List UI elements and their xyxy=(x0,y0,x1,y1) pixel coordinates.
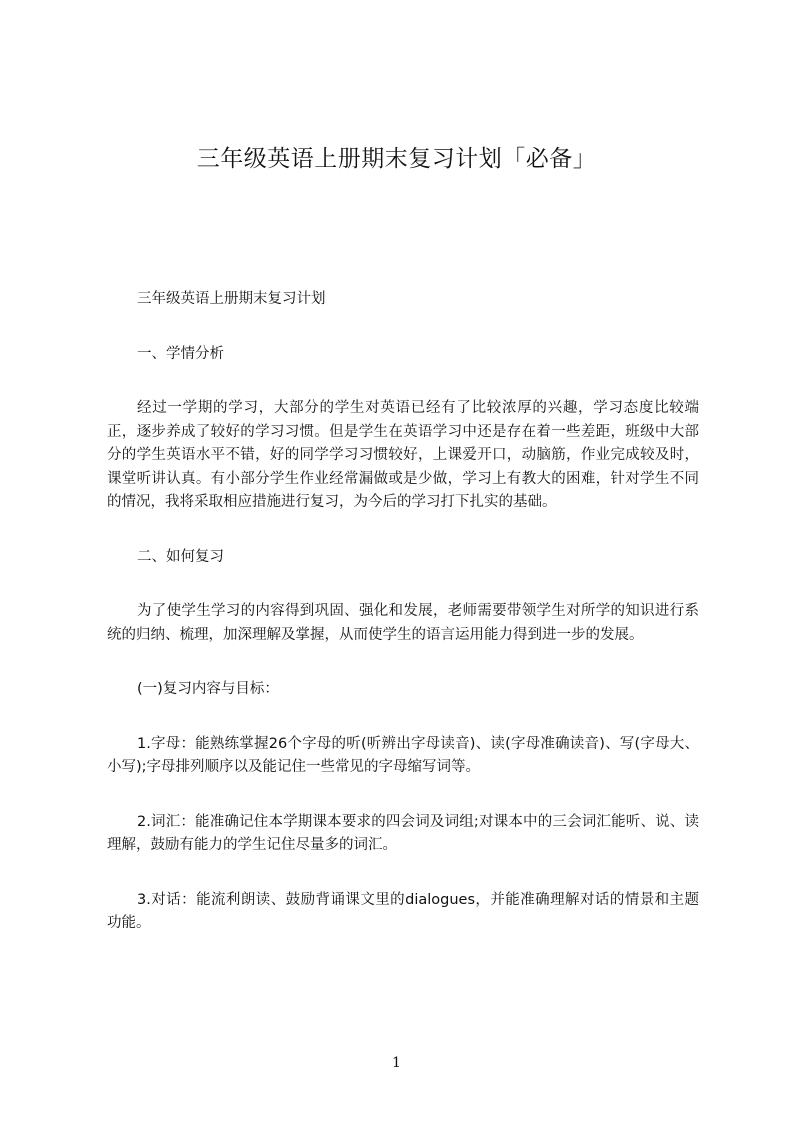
plan-subtitle: 三年级英语上册期末复习计划 xyxy=(137,291,326,307)
review-paragraph: 为了使学生学习的内容得到巩固、强化和发展，老师需要带领学生对所学的知识进行系统的归纳、梳理，加深理解及掌握，从而使学生的语言运用能力得到进一步的发展。 xyxy=(107,603,699,643)
analysis-paragraph: 经过一学期的学习，大部分的学生对英语已经有了比较浓厚的兴趣，学习态度比较端正，逐步养成了较好的学习习惯。但是学生在英语学习中还是存在着一些差距，班级中大部分的学生英语水平不错，好的同学学习习惯较好，上课爱开口，动脑筋，作业完成较及时，课堂听讲认真。有小部分学生作业经常漏做或是少做，学习上有教大的困难，针对学生不同的情况，我将采取相应措施进行复习，为今后的学习打下扎实的基础。 xyxy=(107,400,699,510)
page-number: 1 xyxy=(392,1055,401,1071)
section-heading-analysis: 一、学情分析 xyxy=(137,345,224,362)
item-letters: 1.字母：能熟练掌握26个字母的听(听辨出字母读音)、读(字母准确读音)、写(字母大、小写);字母排列顺序以及能记住一些常见的字母缩写词等。 xyxy=(107,735,699,775)
document-title: 三年级英语上册期末复习计划「必备」 xyxy=(196,146,597,172)
item-dialogues: 3.对话：能流利朗读、鼓励背诵课文里的dialogues，并能准确理解对话的情景和主题功能。 xyxy=(107,891,699,931)
section-heading-review: 二、如何复习 xyxy=(137,548,224,565)
item-vocabulary: 2.词汇：能准确记住本学期课本要求的四会词及词组;对课本中的三会词汇能听、说、读理解，鼓励有能力的学生记住尽量多的词汇。 xyxy=(107,813,699,853)
subsection-heading-content: (一)复习内容与目标： xyxy=(137,681,279,697)
document-body xyxy=(107,288,699,936)
